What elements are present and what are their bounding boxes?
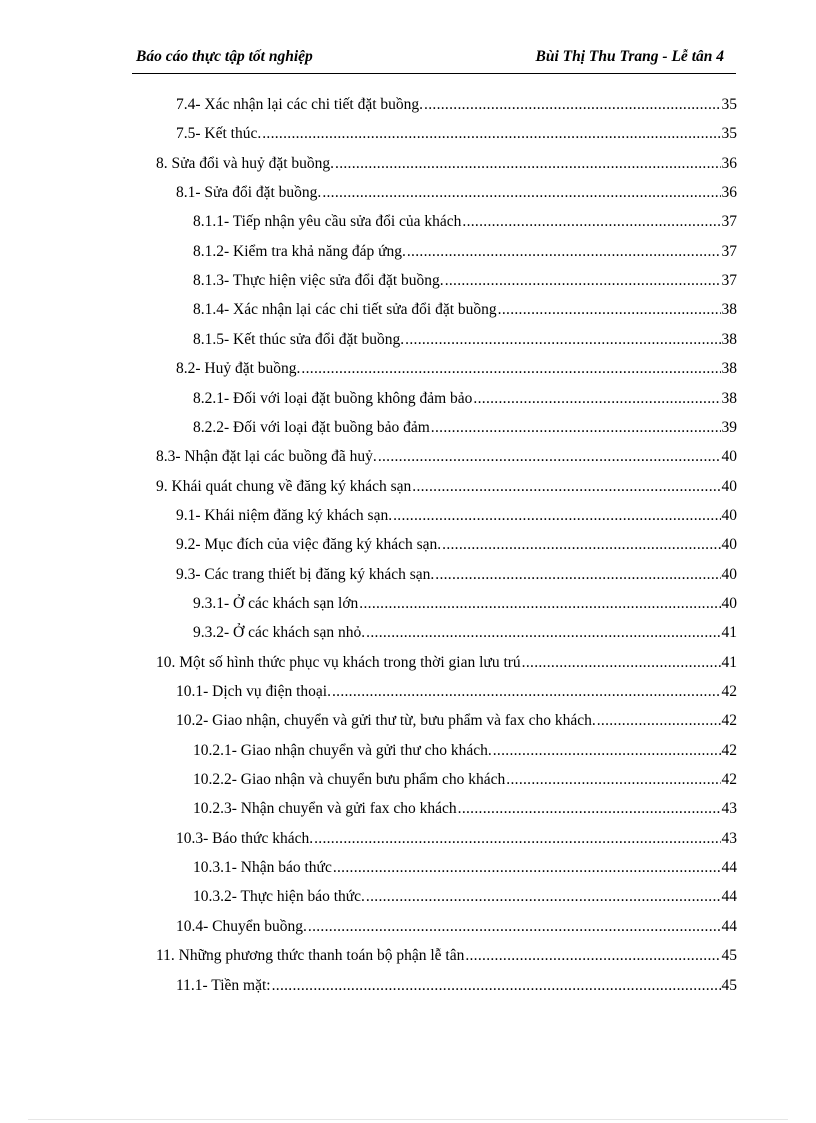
toc-entry-title: 10. Một số hình thức phục vụ khách trong thời gian lưu trú — [156, 653, 521, 671]
toc-entry-title: 11. Những phương thức thanh toán bộ phận lễ tân — [156, 947, 465, 965]
toc-entry[interactable] — [156, 475, 737, 499]
toc-entry-title: 10.2- Giao nhận, chuyển và gửi thư từ, bưu phẩm và fax cho khách. — [176, 712, 596, 730]
toc-page-number: 45 — [721, 947, 737, 965]
toc-entry[interactable] — [193, 328, 737, 352]
toc-page-number: 43 — [721, 829, 737, 847]
toc-entry-title: 8.2.1- Đối với loại đặt buồng không đảm bảo — [193, 389, 473, 407]
toc-dot-leader — [393, 504, 720, 528]
toc-page-number: 37 — [721, 272, 737, 290]
toc-entry[interactable] — [193, 240, 737, 264]
toc-dot-leader — [332, 680, 721, 704]
toc-dot-leader — [442, 533, 720, 557]
toc-entry[interactable] — [176, 533, 737, 557]
toc-dot-leader — [458, 797, 721, 821]
header-rule — [132, 73, 736, 74]
toc-entry[interactable] — [156, 152, 737, 176]
toc-page-number: 41 — [721, 624, 737, 642]
toc-page-number: 38 — [721, 330, 737, 348]
toc-page-number: 36 — [721, 154, 737, 172]
toc-dot-leader — [407, 240, 721, 264]
toc-page-number: 35 — [721, 125, 737, 143]
toc-entry-title: 8. Sửa đổi và huỷ đặt buồng. — [156, 154, 335, 172]
toc-entry-title: 8.3- Nhận đặt lại các buồng đã huỷ. — [156, 448, 377, 466]
toc-entry-title: 9.3- Các trang thiết bị đăng ký khách sạn. — [176, 565, 435, 583]
toc-page-number: 37 — [721, 242, 737, 260]
toc-dot-leader — [493, 739, 721, 763]
toc-entry-title: 8.1.1- Tiếp nhận yêu cầu sửa đổi của khách — [193, 213, 462, 231]
toc-entry-title: 8.1.2- Kiểm tra khả năng đáp ứng. — [193, 242, 406, 260]
toc-dot-leader — [314, 827, 720, 851]
toc-entry[interactable] — [193, 416, 737, 440]
toc-entry[interactable] — [193, 298, 737, 322]
toc-entry[interactable] — [156, 445, 737, 469]
toc-entry-title: 10.3.2- Thực hiện báo thức. — [193, 888, 365, 906]
toc-dot-leader — [308, 915, 721, 939]
toc-page-number: 42 — [721, 741, 737, 759]
toc-entry-title: 7.4- Xác nhận lại các chi tiết đặt buồng. — [176, 96, 424, 113]
toc-page-number: 44 — [721, 917, 737, 935]
toc-entry-title: 8.2.2- Đối với loại đặt buồng bảo đảm — [193, 418, 430, 436]
toc-dot-leader — [335, 152, 720, 176]
toc-page-number: 42 — [721, 683, 737, 700]
toc-dot-leader — [378, 445, 721, 469]
toc-entry-title: 11.1- Tiền mặt: — [176, 976, 271, 994]
toc-entry[interactable] — [176, 709, 737, 733]
toc-entry-title: 9.3.2- Ở các khách sạn nhỏ. — [193, 624, 366, 642]
toc-page-number: 40 — [721, 565, 737, 583]
toc-dot-leader — [301, 357, 720, 381]
toc-entry-title: 8.2- Huỷ đặt buồng. — [176, 360, 301, 378]
toc-page-number: 37 — [721, 213, 737, 231]
toc-dot-leader — [522, 651, 721, 675]
toc-page-number: 40 — [721, 448, 737, 466]
toc-dot-leader — [262, 122, 720, 146]
toc-entry-title: 7.5- Kết thúc. — [176, 125, 262, 143]
toc-entry[interactable] — [176, 680, 737, 704]
toc-page-number: 44 — [721, 888, 737, 906]
toc-dot-leader — [405, 328, 720, 352]
toc-entry[interactable] — [176, 827, 737, 851]
toc-entry[interactable] — [176, 181, 737, 205]
toc-dot-leader — [431, 416, 721, 440]
toc-page-number: 41 — [721, 653, 737, 671]
toc-entry-title: 8.1.5- Kết thúc sửa đổi đặt buồng. — [193, 330, 405, 348]
toc-page-number: 39 — [721, 418, 737, 436]
toc-page-number: 40 — [721, 506, 737, 524]
toc-dot-leader — [366, 621, 720, 645]
toc-page-number: 38 — [721, 389, 737, 407]
page-bottom-edge — [28, 1119, 788, 1120]
toc-page-number: 42 — [721, 712, 737, 730]
toc-dot-leader — [462, 210, 720, 234]
toc-entry[interactable] — [193, 739, 737, 763]
toc-entry-title: 10.2.3- Nhận chuyển và gửi fax cho khách — [193, 800, 457, 818]
toc-page-number: 43 — [721, 800, 737, 818]
toc-entry[interactable] — [193, 797, 737, 821]
toc-entry[interactable] — [176, 357, 737, 381]
toc-entry[interactable] — [176, 93, 737, 117]
toc-dot-leader — [366, 885, 721, 909]
toc-entry[interactable] — [156, 651, 737, 675]
toc-dot-leader — [597, 709, 721, 733]
toc-dot-leader — [445, 269, 721, 293]
toc-dot-leader — [272, 974, 721, 998]
header-report-title: Báo cáo thực tập tốt nghiệp — [136, 48, 313, 65]
toc-dot-leader — [498, 298, 721, 322]
toc-entry[interactable] — [193, 856, 737, 880]
toc-page-number: 40 — [721, 536, 737, 554]
toc-entry-title: 9.1- Khái niệm đăng ký khách sạn. — [176, 506, 393, 524]
toc-page-number: 44 — [721, 859, 737, 877]
toc-page-number: 36 — [721, 184, 737, 202]
toc-entry[interactable] — [176, 122, 737, 146]
toc-page-number: 45 — [721, 976, 737, 994]
toc-entry-title: 10.1- Dịch vụ điện thoại. — [176, 683, 331, 700]
toc-dot-leader — [359, 592, 720, 616]
toc-page-number: 35 — [721, 96, 737, 113]
toc-dot-leader — [333, 856, 721, 880]
toc-page-number: 40 — [721, 477, 737, 495]
toc-page-number: 38 — [721, 301, 737, 319]
toc-entry-title: 9. Khái quát chung về đăng ký khách sạn — [156, 477, 412, 495]
toc-entry[interactable] — [193, 210, 737, 234]
toc-entry[interactable] — [176, 915, 737, 939]
toc-entry[interactable] — [193, 768, 737, 792]
toc-entry-title: 8.1.4- Xác nhận lại các chi tiết sửa đổi đặt buồng — [193, 301, 497, 319]
toc-entry[interactable] — [176, 504, 737, 528]
toc-dot-leader — [424, 93, 720, 117]
page-header — [136, 48, 724, 70]
toc-entry[interactable] — [176, 563, 737, 587]
toc-entry[interactable] — [193, 592, 737, 616]
toc-dot-leader — [465, 944, 720, 968]
toc-dot-leader — [473, 387, 720, 411]
toc-entry[interactable] — [193, 885, 737, 909]
toc-dot-leader — [435, 563, 720, 587]
toc-dot-leader — [412, 475, 720, 499]
toc-dot-leader — [322, 181, 720, 205]
toc-entry-title: 9.3.1- Ở các khách sạn lớn — [193, 594, 359, 612]
toc-entry-title: 8.1.3- Thực hiện việc sửa đổi đặt buồng. — [193, 272, 444, 290]
toc-entry[interactable] — [156, 944, 737, 968]
toc-entry-title: 10.2.2- Giao nhận và chuyển bưu phẩm cho khách — [193, 771, 506, 789]
toc-entry-title: 8.1- Sửa đổi đặt buồng. — [176, 184, 322, 202]
toc-entry-title: 9.2- Mục đích của việc đăng ký khách sạn. — [176, 536, 442, 554]
toc-entry-title: 10.3.1- Nhận báo thức — [193, 859, 332, 877]
header-author: Bùi Thị Thu Trang - Lễ tân 4 — [535, 48, 724, 65]
toc-page-number: 42 — [721, 771, 737, 789]
toc-entry-title: 10.2.1- Giao nhận chuyển và gửi thư cho khách. — [193, 741, 492, 759]
toc-entry[interactable] — [193, 621, 737, 645]
toc-entry[interactable] — [176, 974, 737, 998]
toc-entry-title: 10.3- Báo thức khách. — [176, 829, 314, 847]
toc-entry[interactable] — [193, 269, 737, 293]
toc-page-number: 40 — [721, 594, 737, 612]
toc-entry-title: 10.4- Chuyển buồng. — [176, 917, 307, 935]
toc-entry[interactable] — [193, 387, 737, 411]
toc-page-number: 38 — [721, 360, 737, 378]
toc-dot-leader — [506, 768, 720, 792]
